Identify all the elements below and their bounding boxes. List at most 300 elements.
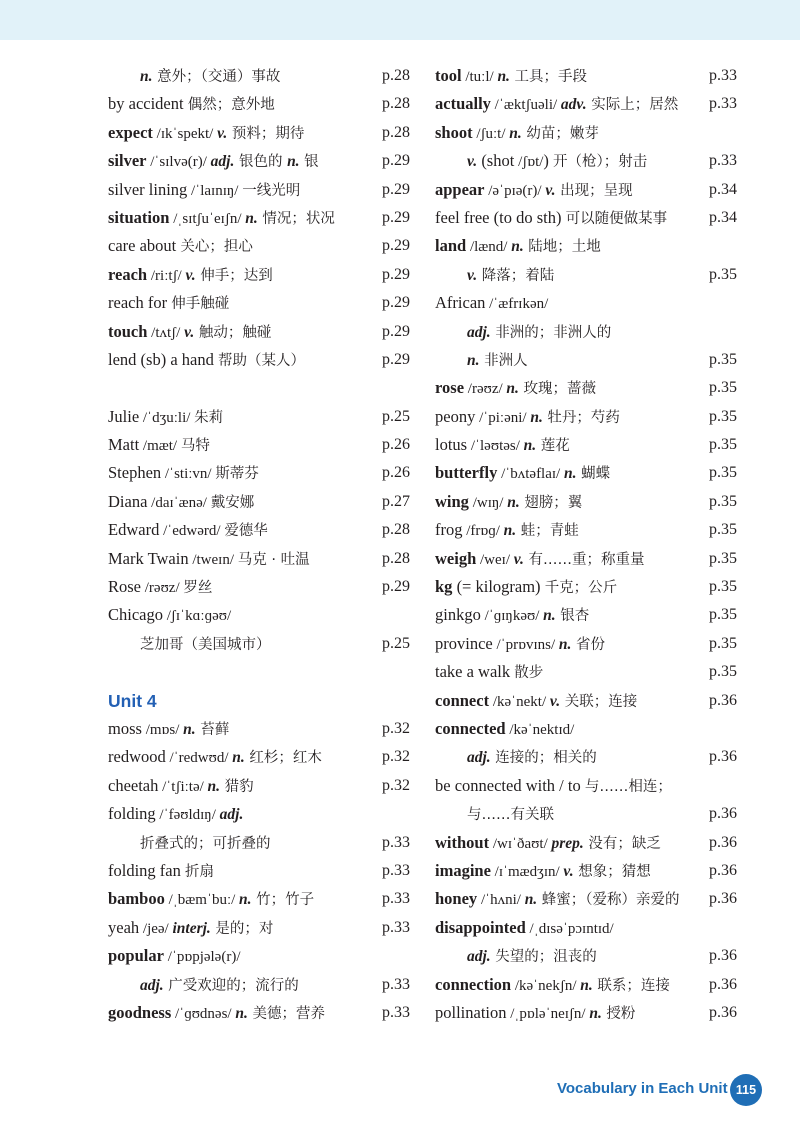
vocab-entry-text <box>435 176 633 205</box>
vocab-entry-text <box>435 971 670 1000</box>
phonetic: /ˈlaɪnɪŋ/ <box>187 182 243 199</box>
vocab-entry-text <box>435 545 645 574</box>
part-of-speech: adj. <box>219 806 244 824</box>
vocab-entry <box>435 914 737 942</box>
chinese-meaning: 工具；手段 <box>509 69 588 85</box>
vocab-entry <box>108 857 410 885</box>
vocab-entry-text <box>467 800 554 829</box>
chinese-meaning: 爱德华 <box>224 523 268 540</box>
chinese-meaning: 关心；担心 <box>180 239 253 256</box>
headword: weigh <box>435 548 477 568</box>
vocab-entry-text <box>435 204 667 233</box>
chinese-meaning: 幼苗；嫩芽 <box>521 125 599 142</box>
phonetic: /mɒs/ <box>141 721 184 738</box>
vocab-entry-text <box>108 885 314 914</box>
headword: goodness <box>108 1002 172 1022</box>
part-of-speech: n. <box>589 1004 602 1022</box>
chinese-meaning: 蜂蜜；（爱称）亲爱的 <box>537 892 680 909</box>
page-reference: p.29 <box>382 294 410 312</box>
vocab-entry-text <box>108 176 300 205</box>
vocab-entry <box>108 176 410 204</box>
phonetic: /ˌdɪsəˈpɔɪntɪd/ <box>525 920 614 937</box>
vocab-entry <box>435 857 737 885</box>
phonetic: /ˌpɒləˈneɪʃn/ <box>506 1005 590 1022</box>
phonetic: /ˈɡʊdnəs/ <box>171 1005 236 1022</box>
term: Matt <box>108 435 140 455</box>
chinese-meaning: 戴安娜 <box>210 494 255 511</box>
chinese-meaning: 竹；竹子 <box>251 892 315 909</box>
vocab-entry-text <box>435 601 589 630</box>
vocab-entry-text <box>435 374 596 403</box>
phonetic: /ˈredwʊd/ <box>165 750 233 767</box>
chinese-meaning: 连接的；相关的 <box>490 750 597 767</box>
phonetic: /riːtʃ/ <box>147 267 186 284</box>
page-reference: p.36 <box>709 975 737 993</box>
part-of-speech: n. <box>506 380 519 398</box>
chinese-meaning: 触动；触碰 <box>194 324 272 341</box>
page-reference: p.33 <box>382 890 410 908</box>
part-of-speech: v. <box>513 550 524 568</box>
chinese-meaning: 帮助（某人） <box>217 352 305 369</box>
term: (= kilogram) <box>452 577 545 597</box>
chinese-meaning: 意外；（交通）事故 <box>152 69 281 85</box>
part-of-speech: n. <box>507 493 520 511</box>
footer-section-title: Vocabulary in Each Unit <box>557 1080 728 1097</box>
unit-heading: Unit 4 <box>108 690 157 711</box>
vocab-entry <box>435 630 737 658</box>
vocab-entry <box>108 942 410 970</box>
vocab-entry-text <box>467 346 528 375</box>
vocab-entry-text <box>108 232 253 261</box>
page-reference: p.33 <box>382 918 410 936</box>
part-of-speech: v. <box>545 181 556 199</box>
vocab-entry-text <box>467 261 554 290</box>
chinese-meaning: 蛙；青蛙 <box>516 523 579 540</box>
page-reference: p.33 <box>709 95 737 113</box>
vocab-entry <box>108 459 410 487</box>
vocab-entry <box>108 545 410 573</box>
vocab-entry <box>435 289 737 317</box>
part-of-speech: n. <box>207 777 221 795</box>
term: be connected with / to <box>435 775 585 795</box>
phonetic: /ˈprɒvɪns/ <box>492 636 559 653</box>
term: frog <box>435 520 463 540</box>
chinese-meaning: 伸手；达到 <box>195 267 273 284</box>
vocab-entry <box>108 318 410 346</box>
part-of-speech: n. <box>543 607 556 625</box>
headword: shoot <box>435 122 473 142</box>
vocab-entry <box>435 715 737 743</box>
chinese-meaning: 千克；公斤 <box>544 580 618 597</box>
phonetic: /mæt/ <box>139 438 181 455</box>
page-reference: p.25 <box>382 407 410 425</box>
headword: connect <box>435 690 490 710</box>
phonetic: /tweɪn/ <box>188 551 238 568</box>
page-reference: p.26 <box>382 436 410 454</box>
vocab-entry <box>435 658 737 686</box>
chinese-meaning: 斯蒂芬 <box>215 466 259 483</box>
page-reference: p.28 <box>382 95 410 113</box>
vocab-entry <box>108 261 410 289</box>
page-reference: p.36 <box>709 805 737 823</box>
chinese-meaning: 开（枪）；射击 <box>553 154 648 171</box>
headword: connected <box>435 718 506 738</box>
vocab-entry-text <box>435 62 587 91</box>
headword: land <box>435 236 467 256</box>
blank-line <box>108 374 410 402</box>
vocab-entry <box>108 715 410 743</box>
term: cheetah <box>108 775 159 795</box>
chinese-meaning: 可以随便做某事 <box>565 210 668 227</box>
phonetic: /weɪ/ <box>476 551 514 568</box>
phonetic: /ɪˈmædʒɪn/ <box>490 863 564 880</box>
term: Rose <box>108 577 141 597</box>
headword: without <box>435 832 490 852</box>
vocab-entry-text <box>435 885 680 914</box>
part-of-speech: n. <box>509 124 522 142</box>
page-reference: p.29 <box>382 578 410 596</box>
chinese-meaning: 联系；连接 <box>592 977 670 994</box>
chinese-meaning: 芝加哥（美国城市） <box>140 636 271 653</box>
phonetic: /kəˈnekʃn/ <box>511 977 581 994</box>
term: Diana <box>108 491 148 511</box>
part-of-speech: v. <box>184 323 195 341</box>
page-reference: p.25 <box>382 634 410 652</box>
vocab-entry <box>435 261 737 289</box>
page-reference: p.27 <box>382 492 410 510</box>
part-of-speech: n. <box>497 68 510 85</box>
part-of-speech: interj. <box>172 919 211 937</box>
page-reference: p.29 <box>382 350 410 368</box>
vocab-entry <box>108 829 410 857</box>
term: peony <box>435 406 476 426</box>
term: Stephen <box>108 463 162 483</box>
vocab-entry <box>435 318 737 346</box>
phonetic: /əˈpɪə(r)/ <box>484 182 546 199</box>
vocab-entry-text <box>435 232 601 261</box>
vocab-entry <box>108 885 410 913</box>
chinese-meaning: 散步 <box>514 665 544 682</box>
phonetic: /rəʊz/ <box>141 580 184 597</box>
page-reference: p.33 <box>709 67 737 84</box>
page-reference: p.36 <box>709 1003 737 1021</box>
headword: silver <box>108 151 147 171</box>
vocab-entry <box>435 431 737 459</box>
vocab-entry <box>108 772 410 800</box>
headword: appear <box>435 179 485 199</box>
vocabulary-column-left <box>108 62 410 1027</box>
page-reference: p.35 <box>709 606 737 624</box>
vocab-entry <box>108 573 410 601</box>
chinese-meaning: 想象；猜想 <box>573 863 651 880</box>
vocab-entry-text <box>467 147 647 176</box>
vocab-entry <box>435 119 737 147</box>
vocab-entry-text <box>435 715 574 744</box>
phonetic: /frɒɡ/ <box>462 523 504 540</box>
phonetic: /ˌbæmˈbuː/ <box>164 892 240 909</box>
vocab-entry-text <box>108 772 254 801</box>
vocab-entry <box>435 573 737 601</box>
term: Julie <box>108 406 140 426</box>
vocab-entry <box>435 743 737 771</box>
chinese-meaning: 授粉 <box>601 1005 636 1022</box>
term: lotus <box>435 435 468 455</box>
chinese-meaning: 降落；着陆 <box>477 267 555 284</box>
term: Edward <box>108 520 160 540</box>
term: care about <box>108 236 181 256</box>
vocab-entry-text <box>435 431 570 460</box>
vocab-entry <box>108 630 410 658</box>
vocab-entry-text <box>108 545 310 574</box>
page-reference: p.36 <box>709 691 737 709</box>
chinese-meaning: 玫瑰；蔷薇 <box>518 381 597 398</box>
chinese-meaning: 银色的 <box>234 154 288 171</box>
phonetic: /ʃɒt/ <box>514 154 544 171</box>
vocab-entry-text <box>108 687 157 716</box>
phonetic: /ˈstiːvn/ <box>161 466 216 483</box>
chinese-meaning: 折叠式的；可折叠的 <box>140 835 271 852</box>
vocab-entry <box>108 232 410 260</box>
vocab-entry-text <box>435 999 635 1028</box>
page-reference: p.35 <box>709 549 737 567</box>
vocab-entry-text <box>435 289 548 318</box>
vocab-entry-text <box>108 318 271 347</box>
vocab-entry-text <box>435 658 543 687</box>
vocab-entry <box>108 204 410 232</box>
term: lend (sb) a hand <box>108 349 218 369</box>
vocab-entry <box>435 885 737 913</box>
headword: tool <box>435 66 462 85</box>
vocab-entry-text <box>435 687 637 716</box>
chinese-meaning: 偶然；意外地 <box>187 97 275 114</box>
phonetic: /ˈæktʃuəli/ <box>490 97 561 114</box>
vocab-entry <box>108 687 410 715</box>
page-reference: p.35 <box>709 663 737 681</box>
part-of-speech: prep. <box>551 834 584 852</box>
part-of-speech: n. <box>467 351 480 369</box>
part-of-speech: adj. <box>140 976 164 994</box>
chinese-meaning: 蝴蝶 <box>576 466 611 483</box>
headword: wing <box>435 491 469 511</box>
part-of-speech: n. <box>523 437 537 455</box>
chinese-meaning: 是的；对 <box>210 920 274 937</box>
page-reference: p.35 <box>709 578 737 596</box>
phonetic: /kəˈnekt/ <box>489 693 550 710</box>
page-reference: p.26 <box>382 464 410 482</box>
vocab-entry <box>435 829 737 857</box>
vocab-entry <box>435 346 737 374</box>
page-reference: p.36 <box>709 947 737 965</box>
part-of-speech: n. <box>235 1004 248 1022</box>
part-of-speech: n. <box>183 720 196 738</box>
vocab-entry-text <box>435 630 605 659</box>
headword: connection <box>435 974 512 994</box>
vocab-entry-text <box>435 403 620 432</box>
vocab-entry-text <box>467 942 597 971</box>
vocab-entry-text <box>108 999 325 1028</box>
term: folding fan <box>108 860 185 880</box>
term: province <box>435 633 493 653</box>
vocab-entry <box>108 62 410 90</box>
headword: disappointed <box>435 917 526 937</box>
page-reference: p.33 <box>382 833 410 851</box>
vocab-entry-text <box>435 772 672 801</box>
term: pollination <box>435 1002 507 1022</box>
vocab-entry <box>108 119 410 147</box>
chinese-meaning: 罗丝 <box>183 580 213 597</box>
phonetic: /ˈfəʊldɪŋ/ <box>155 807 220 824</box>
phonetic: /ˈæfrɪkən/ <box>485 296 549 313</box>
part-of-speech: n. <box>245 209 258 227</box>
headword: imagine <box>435 860 491 880</box>
part-of-speech: n. <box>530 408 543 426</box>
term: Chicago <box>108 605 163 625</box>
chinese-meaning: 伸手触碰 <box>171 296 230 313</box>
chinese-meaning: 银杏 <box>555 608 590 625</box>
term: folding <box>108 804 156 824</box>
vocab-entry-text <box>108 346 305 375</box>
part-of-speech: n. <box>503 522 517 540</box>
vocab-entry-text <box>435 857 651 886</box>
vocab-entry <box>435 232 737 260</box>
vocab-entry-text <box>108 715 229 744</box>
chinese-meaning: 省份 <box>571 636 606 653</box>
blank-line <box>108 658 410 686</box>
part-of-speech: n. <box>563 465 577 483</box>
term: feel free (to do sth) <box>435 207 566 227</box>
phonetic: /lænd/ <box>466 239 512 256</box>
term: ginkgo <box>435 605 481 625</box>
chinese-meaning: 预料；期待 <box>227 125 305 142</box>
vocab-entry-text <box>435 829 661 858</box>
phonetic: /ˈdʒuːli/ <box>139 409 195 426</box>
vocab-entry-text <box>108 431 210 460</box>
page-reference: p.29 <box>382 265 410 283</box>
part-of-speech: v. <box>467 266 478 284</box>
part-of-speech: n. <box>287 153 300 171</box>
headword: expect <box>108 122 153 142</box>
part-of-speech: v. <box>563 862 574 880</box>
vocab-entry-text <box>108 147 319 176</box>
vocab-entry-text <box>140 62 280 91</box>
phonetic: /daɪˈænə/ <box>147 494 211 511</box>
vocab-entry <box>435 403 737 431</box>
phonetic: /ˈpiːəni/ <box>475 409 531 426</box>
page-reference: p.36 <box>709 890 737 908</box>
page-reference: p.32 <box>382 748 410 766</box>
chinese-meaning: 情况；状况 <box>257 210 335 227</box>
headword: butterfly <box>435 463 498 483</box>
page-reference: p.36 <box>709 833 737 851</box>
term: yeah <box>108 917 140 937</box>
vocab-entry <box>108 516 410 544</box>
term: Mark Twain <box>108 548 189 568</box>
term: African <box>435 293 486 313</box>
part-of-speech: n. <box>524 891 538 909</box>
page-reference: p.33 <box>709 152 737 170</box>
top-banner <box>0 0 800 40</box>
vocab-entry-text <box>108 516 268 545</box>
part-of-speech: adj. <box>467 323 491 341</box>
phonetic: /ɪkˈspekt/ <box>152 125 218 142</box>
vocab-entry <box>435 971 737 999</box>
page-reference: p.29 <box>382 152 410 170</box>
chinese-meaning: 折扇 <box>184 863 214 880</box>
chinese-meaning: 实际上；居然 <box>586 97 679 114</box>
headword: kg <box>435 577 453 597</box>
chinese-meaning: 一线光明 <box>242 182 301 199</box>
vocab-entry <box>108 488 410 516</box>
page-reference: p.33 <box>382 1003 410 1021</box>
phonetic: /rəʊz/ <box>464 381 507 398</box>
vocab-entry <box>108 999 410 1027</box>
page-reference: p.29 <box>382 322 410 340</box>
term: silver lining <box>108 179 188 199</box>
part-of-speech: adv. <box>560 96 587 114</box>
vocab-entry <box>435 601 737 629</box>
vocab-entry-text <box>108 573 212 602</box>
page-reference: p.35 <box>709 464 737 482</box>
page-reference: p.35 <box>709 265 737 283</box>
vocab-entry-text <box>467 318 611 347</box>
vocab-entry-text <box>108 800 243 829</box>
term: moss <box>108 718 142 738</box>
vocab-entry-text <box>435 516 579 545</box>
page-reference: p.35 <box>709 379 737 397</box>
vocab-entry-text <box>108 204 335 233</box>
vocab-entry <box>108 403 410 431</box>
vocab-entry <box>108 601 410 629</box>
part-of-speech: adj. <box>210 153 235 171</box>
vocab-entry <box>108 914 410 942</box>
vocab-entry <box>108 147 410 175</box>
page-reference: p.28 <box>382 67 410 84</box>
part-of-speech: n. <box>140 68 153 85</box>
vocab-entry <box>435 176 737 204</box>
term: take a walk <box>435 662 515 682</box>
headword: situation <box>108 207 170 227</box>
vocab-entry <box>108 431 410 459</box>
page-reference: p.33 <box>382 861 410 879</box>
vocab-entry <box>435 62 737 90</box>
vocab-entry <box>435 545 737 573</box>
vocab-entry <box>435 204 737 232</box>
headword: actually <box>435 94 491 114</box>
chinese-meaning: 关联；连接 <box>560 693 638 710</box>
page-reference: p.36 <box>709 861 737 879</box>
vocab-entry <box>435 516 737 544</box>
phonetic: /ˈsɪlvə(r)/ <box>146 154 211 171</box>
phonetic: /ˌsɪtʃuˈeɪʃn/ <box>169 210 246 227</box>
page-reference: p.33 <box>382 975 410 993</box>
headword: touch <box>108 321 148 341</box>
vocab-entry <box>435 800 737 828</box>
part-of-speech: v. <box>549 692 561 710</box>
page-reference: p.32 <box>382 776 410 794</box>
part-of-speech: adj. <box>467 948 491 966</box>
chinese-meaning: 广受欢迎的；流行的 <box>163 977 299 994</box>
vocab-entry-text <box>108 914 273 943</box>
vocab-entry <box>435 772 737 800</box>
vocab-entry <box>108 743 410 771</box>
phonetic: /ˈbʌtəflaɪ/ <box>497 466 564 483</box>
vocabulary-column-right <box>435 62 737 1027</box>
vocab-entry <box>435 90 737 118</box>
vocab-entry-text <box>108 119 304 148</box>
term: ) <box>543 151 554 171</box>
chinese-meaning: 翅膀；翼 <box>519 494 583 511</box>
phonetic: /ʃɪˈkɑːɡəʊ/ <box>163 608 232 625</box>
